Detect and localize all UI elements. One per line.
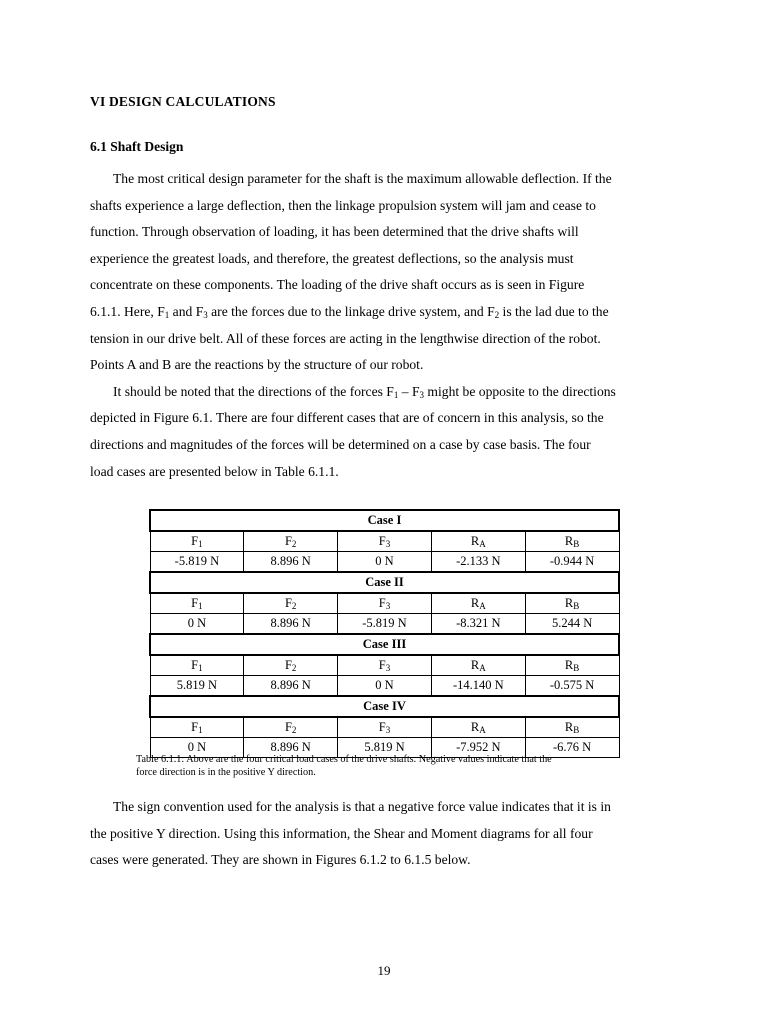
case-title: Case IV	[150, 696, 619, 717]
header-symbol: R	[470, 720, 480, 734]
subscript: 2	[494, 309, 500, 320]
paragraph-line: shafts experience a large deflection, then the linkage propulsion system will jam and cease to	[90, 197, 596, 213]
paragraph-1	[90, 166, 670, 485]
header-subscript: 2	[291, 725, 297, 735]
column-header	[431, 655, 525, 676]
column-header	[431, 531, 525, 552]
column-header	[525, 531, 619, 552]
paragraph-line: cases were generated. They are shown in Figures 6.1.2 to 6.1.5 below.	[90, 852, 471, 868]
column-header	[244, 655, 338, 676]
case-title: Case II	[150, 572, 619, 593]
load-cases-table	[149, 509, 620, 758]
value-cell: -5.819 N	[150, 552, 244, 573]
paragraph-line: concentrate on these components. The loading of the drive shaft occurs as is seen in Figure	[90, 277, 585, 293]
value-cell: -8.321 N	[431, 614, 525, 635]
value-cell: 5.244 N	[525, 614, 619, 635]
paragraph-line: function. Through observation of loading, it has been determined that the drive shafts will	[90, 224, 579, 240]
header-subscript: B	[573, 725, 580, 735]
header-subscript: B	[573, 663, 580, 673]
paragraph-line: depicted in Figure 6.1. There are four different cases that are of concern in this analysis, so the	[90, 410, 604, 426]
value-cell: 0 N	[338, 552, 432, 573]
header-subscript: B	[573, 539, 580, 549]
column-header	[431, 593, 525, 614]
value-cell: 0 N	[150, 738, 244, 758]
header-row	[150, 531, 619, 552]
value-cell: -2.133 N	[431, 552, 525, 573]
header-symbol: F	[191, 534, 199, 548]
value-cell: 5.819 N	[338, 738, 432, 758]
header-symbol: R	[564, 720, 574, 734]
case-title: Case I	[150, 510, 619, 531]
text-run: 6.1.1. Here, F	[90, 303, 165, 319]
header-subscript: 2	[291, 539, 297, 549]
header-subscript: 1	[198, 725, 203, 735]
header-row	[150, 655, 619, 676]
column-header	[338, 593, 432, 614]
column-header	[244, 717, 338, 738]
header-symbol: F	[284, 720, 292, 734]
text-run: It should be noted that the directions of the forces F	[113, 383, 394, 399]
value-cell: -0.944 N	[525, 552, 619, 573]
value-cell: 8.896 N	[244, 738, 338, 758]
column-header	[338, 717, 432, 738]
value-row	[150, 552, 619, 573]
header-subscript: 3	[385, 725, 391, 735]
paragraph-line: tension in our drive belt. All of these forces are acting in the lengthwise direction of the robot.	[90, 330, 601, 346]
column-header	[525, 593, 619, 614]
column-header	[244, 593, 338, 614]
header-symbol: F	[378, 658, 386, 672]
header-subscript: 1	[198, 539, 203, 549]
value-cell: 0 N	[338, 676, 432, 697]
text-run: and F	[169, 303, 204, 319]
value-cell: 8.896 N	[244, 676, 338, 697]
header-subscript: 3	[385, 539, 391, 549]
column-header	[431, 717, 525, 738]
column-header	[525, 717, 619, 738]
value-row	[150, 676, 619, 697]
caption-line: Table 6.1.1: Above are the four critical load cases of the drive shafts. Negative values indicate that the	[136, 754, 552, 765]
header-symbol: F	[284, 658, 292, 672]
header-symbol: F	[284, 534, 292, 548]
column-header	[150, 717, 244, 738]
header-symbol: F	[284, 596, 292, 610]
paragraph-3	[90, 794, 670, 874]
paragraph-line: directions and magnitudes of the forces will be determined on a case by case basis. The four	[90, 436, 591, 452]
table-caption	[136, 753, 656, 779]
column-header	[338, 655, 432, 676]
column-header	[150, 531, 244, 552]
column-header	[150, 593, 244, 614]
paragraph-line: Points A and B are the reactions by the structure of our robot.	[90, 357, 424, 373]
value-cell: 0 N	[150, 614, 244, 635]
header-subscript: A	[479, 601, 486, 611]
text-run: – F	[398, 383, 420, 399]
text-run: are the forces due to the linkage drive system, and F	[207, 303, 495, 319]
header-symbol: R	[470, 534, 480, 548]
paragraph-line: The sign convention used for the analysis is that a negative force value indicates that it is in	[113, 799, 611, 814]
header-symbol: R	[564, 534, 574, 548]
section-title: VI DESIGN CALCULATIONS	[90, 94, 276, 109]
paragraph-line	[90, 379, 670, 406]
value-cell: 8.896 N	[244, 614, 338, 635]
header-symbol: F	[191, 596, 199, 610]
header-subscript: A	[479, 725, 486, 735]
header-subscript: 1	[198, 601, 203, 611]
header-symbol: F	[378, 534, 386, 548]
text-run: might be opposite to the directions	[424, 383, 616, 399]
subscript: 3	[203, 309, 208, 320]
subscript: 3	[419, 389, 425, 400]
header-symbol: F	[191, 658, 199, 672]
header-symbol: R	[564, 596, 574, 610]
column-header	[338, 531, 432, 552]
paragraph-line: load cases are presented below in Table 6.1.1.	[90, 463, 339, 479]
header-subscript: A	[479, 663, 486, 673]
value-cell: -5.819 N	[338, 614, 432, 635]
header-symbol: R	[470, 658, 480, 672]
case-title-row	[150, 634, 619, 655]
paragraph-line: experience the greatest loads, and therefore, the greatest deflections, so the analysis must	[90, 250, 574, 266]
header-symbol: R	[564, 658, 574, 672]
header-subscript: 1	[198, 663, 203, 673]
header-subscript: 3	[385, 663, 391, 673]
value-cell: -0.575 N	[525, 676, 619, 697]
header-row	[150, 593, 619, 614]
header-symbol: F	[378, 720, 386, 734]
subscript: 1	[393, 389, 399, 400]
header-symbol: R	[470, 596, 480, 610]
paragraph-line	[90, 299, 670, 326]
header-subscript: 3	[385, 601, 391, 611]
header-symbol: F	[191, 720, 199, 734]
header-symbol: F	[378, 596, 386, 610]
header-subscript: A	[479, 539, 486, 549]
value-cell: -6.76 N	[525, 738, 619, 758]
header-subscript: 2	[291, 601, 297, 611]
caption-line: force direction is in the positive Y direction.	[136, 767, 316, 778]
value-cell: 8.896 N	[244, 552, 338, 573]
subscript: 1	[164, 309, 170, 320]
value-row	[150, 614, 619, 635]
header-subscript: 2	[291, 663, 297, 673]
column-header	[525, 655, 619, 676]
value-cell: -7.952 N	[431, 738, 525, 758]
paragraph-line: the positive Y direction. Using this information, the Shear and Moment diagrams for all four	[90, 825, 593, 841]
case-title: Case III	[150, 634, 619, 655]
value-cell: -14.140 N	[431, 676, 525, 697]
paragraph-line: The most critical design parameter for the shaft is the maximum allowable deflection. If the	[113, 171, 612, 186]
case-title-row	[150, 572, 619, 593]
page-number: 19	[377, 963, 391, 978]
text-run: is the lad due to the	[499, 303, 609, 319]
column-header	[150, 655, 244, 676]
case-title-row	[150, 510, 619, 531]
header-subscript: B	[573, 601, 580, 611]
column-header	[244, 531, 338, 552]
case-title-row	[150, 696, 619, 717]
subsection-title: 6.1 Shaft Design	[90, 139, 184, 154]
value-cell: 5.819 N	[150, 676, 244, 697]
header-row	[150, 717, 619, 738]
